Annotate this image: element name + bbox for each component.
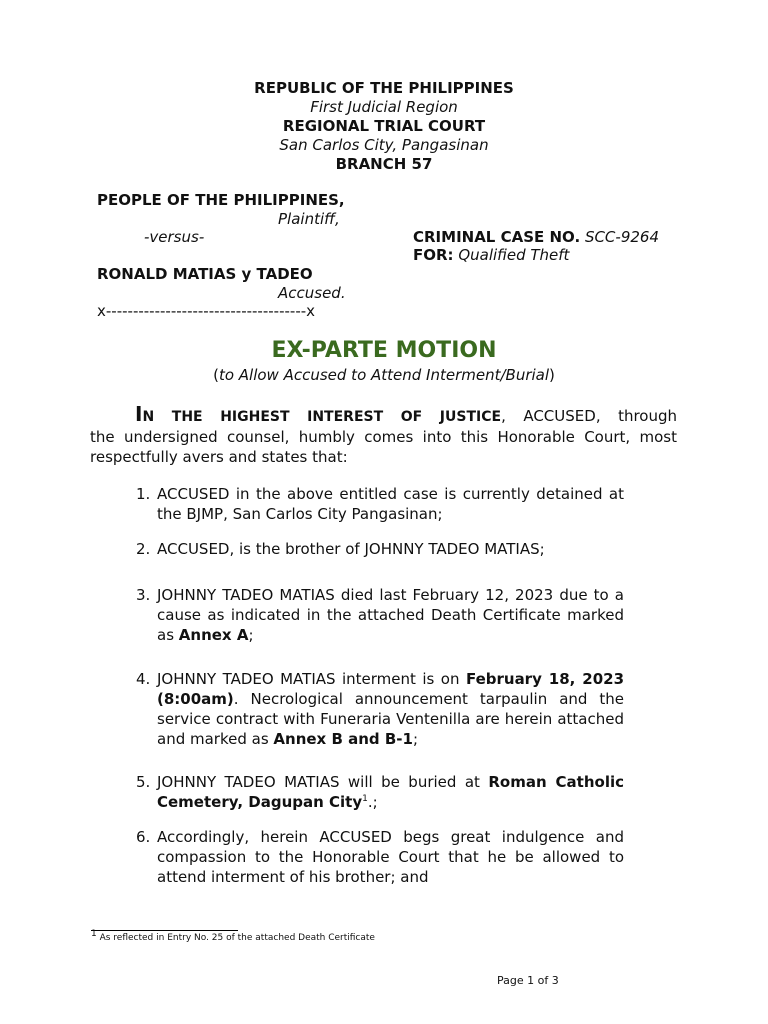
list-item <box>136 669 624 749</box>
list-item-number: 5. <box>136 773 151 791</box>
plaintiff-name: PEOPLE OF THE PHILIPPINES, <box>97 191 345 209</box>
versus-label: -versus- <box>144 228 205 246</box>
list-item <box>136 484 624 524</box>
intro-first-line <box>90 404 677 427</box>
intro-body: the undersigned counsel, humbly comes into this Honorable Court, most respectfully avers and states that: <box>90 428 677 466</box>
list-item <box>136 539 624 559</box>
subtitle-paren-close: ) <box>549 366 555 384</box>
intro-heading: N THE HIGHEST INTEREST OF JUSTICE <box>142 409 502 425</box>
footnote-mark: 1 <box>91 929 97 939</box>
page-number: Page 1 of 3 <box>497 974 559 987</box>
intro-paragraph <box>90 404 677 467</box>
list-item-text: ACCUSED in the above entitled case is currently detained at the BJMP, San Carlos City Pangasinan; <box>157 485 624 523</box>
footnote-reference[interactable]: 1 <box>362 794 368 804</box>
list-item-text-part: JOHNNY TADEO MATIAS interment is on <box>157 670 466 688</box>
list-item <box>136 827 624 887</box>
list-item-text <box>157 585 624 645</box>
subtitle-text: to Allow Accused to Attend Interment/Burial <box>218 366 550 384</box>
list-item-text <box>157 772 624 812</box>
list-item-text <box>157 669 624 749</box>
annex-b-label: Annex B and B-1 <box>273 730 413 748</box>
motion-subtitle <box>0 366 768 384</box>
intro-big-letter: I <box>135 402 143 426</box>
motion-title: EX-PARTE MOTION <box>271 338 497 363</box>
case-number: SCC-9264 <box>584 228 659 246</box>
accused-name: RONALD MATIAS y TADEO <box>97 265 313 283</box>
offense-value: Qualified Theft <box>458 246 570 264</box>
footnote-divider <box>91 930 238 931</box>
interment-date: February 18, 2023 (8:00am) <box>157 670 624 708</box>
list-item-text-part: JOHNNY TADEO MATIAS died last February 12, 2023 due to a cause as indicated in the attached Death Certificate marked as <box>157 586 624 644</box>
annex-a-label: Annex A <box>178 626 249 644</box>
header-court: REGIONAL TRIAL COURT <box>282 117 486 135</box>
list-item-text-part: . Necrological announcement tarpaulin and the service contract with Funeraria Ventenilla are herein attached and marked as <box>157 690 624 748</box>
case-number-line <box>413 228 659 246</box>
list-item-number: 1. <box>136 485 151 503</box>
footnote-text: As reflected in Entry No. 25 of the attached Death Certificate <box>96 933 375 943</box>
list-item <box>136 772 624 812</box>
plaintiff-role: Plaintiff, <box>278 210 340 228</box>
header-city: San Carlos City, Pangasinan <box>279 136 489 154</box>
list-item-text: Accordingly, herein ACCUSED begs great indulgence and compassion to the Honorable Court that he be allowed to attend interment of his brother; and <box>157 828 624 886</box>
offense-line <box>413 246 569 264</box>
header-region: First Judicial Region <box>310 98 458 116</box>
list-item-text: ACCUSED, is the brother of JOHNNY TADEO MATIAS; <box>157 540 545 558</box>
footnote <box>91 929 375 943</box>
list-item-tail: ; <box>248 626 254 644</box>
header-branch: BRANCH 57 <box>335 155 433 173</box>
accused-role: Accused. <box>278 284 346 302</box>
list-item-number: 3. <box>136 586 151 604</box>
list-item-tail: .; <box>367 793 378 811</box>
case-number-label: CRIMINAL CASE NO. <box>413 228 581 246</box>
list-item-number: 2. <box>136 540 151 558</box>
offense-label: FOR: <box>413 246 454 264</box>
header-republic: REPUBLIC OF THE PHILIPPINES <box>254 79 514 97</box>
subtitle-paren-open: ( <box>213 366 219 384</box>
caption-separator: x-------------------------------------x <box>97 302 316 320</box>
list-item-text-part: JOHNNY TADEO MATIAS will be buried at <box>157 773 489 791</box>
list-item <box>136 585 624 645</box>
list-item-number: 6. <box>136 828 151 846</box>
list-item-number: 4. <box>136 670 151 688</box>
intro-first-line-rest: , ACCUSED, through <box>501 407 678 425</box>
cemetery-name: Roman Catholic Cemetery, Dagupan City <box>157 773 625 811</box>
list-item-tail: ; <box>412 730 419 748</box>
